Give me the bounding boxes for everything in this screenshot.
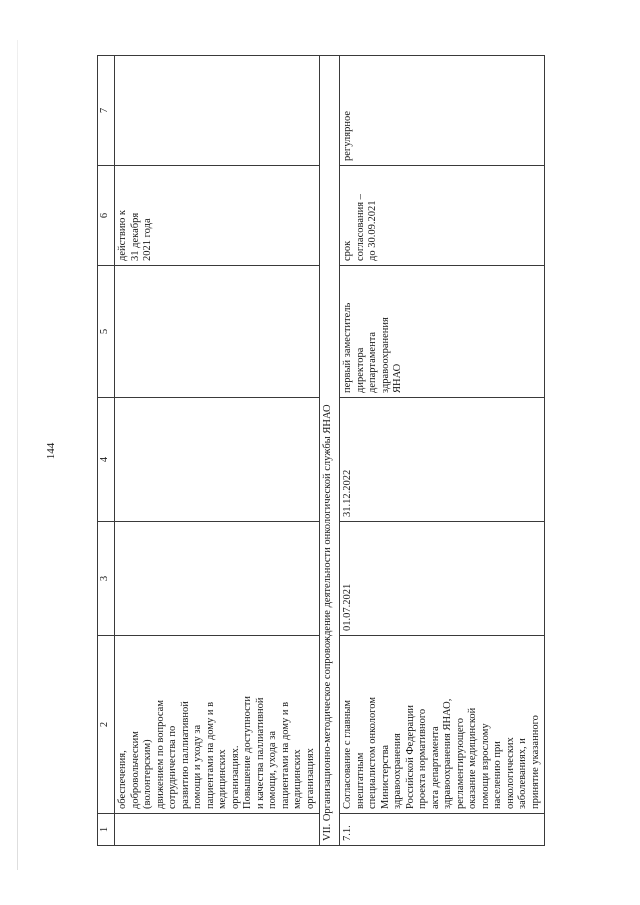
text-line: Согласование с главным [342, 699, 353, 809]
text-line: заболеваниях, и [517, 738, 528, 809]
text-line: специалистом онкологом [367, 697, 378, 809]
text-line: пациентами на дому и в [279, 701, 291, 809]
text-line: организациях. [229, 745, 241, 809]
row-number-cell: 7.1. [340, 814, 545, 846]
column-header: 6 [98, 166, 115, 266]
periodicity-cell [115, 56, 320, 166]
text-line: населению при [492, 741, 503, 809]
text-line: директора [354, 347, 366, 393]
column-header: 1 [98, 814, 115, 846]
end-date-cell: 31.12.2022 [340, 398, 545, 522]
periodicity-cell: регулярное [340, 56, 545, 166]
text-line: оказание медицинской [467, 707, 478, 809]
text-line: Министерства [379, 744, 391, 809]
text-line: (волонтерским) [142, 739, 153, 809]
document-table-frame [97, 56, 613, 846]
responsible-cell [115, 266, 320, 398]
text-line: принятие указанного [529, 715, 541, 809]
text-line: первый заместитель [342, 302, 353, 393]
text-line: 2021 года [142, 218, 153, 261]
text-line: действию к [117, 209, 128, 261]
text-line: организациях [304, 748, 316, 809]
text-line: пациентами на дому и в [204, 701, 216, 809]
text-line: сотрудничества по [167, 725, 178, 809]
text-line: здравоохранения [392, 733, 403, 809]
text-line: ЯНАО [392, 363, 403, 393]
section-heading-row [320, 56, 340, 846]
text-line: Повышение доступности [242, 696, 253, 809]
column-header: 7 [98, 56, 115, 166]
scan-margin-line [17, 40, 18, 870]
table-row [340, 56, 545, 846]
result-cell [340, 166, 545, 266]
section-title: VII. Организационно-методическое сопровождение деятельности онкологической службы ЯНАО [320, 56, 340, 846]
text-line: департамента [367, 331, 378, 393]
text-line: согласования – [354, 194, 366, 261]
text-line: срок [342, 240, 353, 261]
text-line: медицинских [217, 749, 228, 809]
plan-table [97, 55, 545, 846]
task-description-cell [340, 636, 545, 814]
text-line: и качества паллиативной [254, 697, 266, 809]
text-line: внештатным [354, 752, 366, 809]
responsible-cell [340, 266, 545, 398]
column-header: 5 [98, 266, 115, 398]
text-line: проекта нормативного [417, 708, 428, 809]
start-date-cell: 01.07.2021 [340, 522, 545, 636]
table-row-continuation [115, 56, 320, 846]
text-line: обеспечения, [117, 750, 128, 809]
column-header: 2 [98, 636, 115, 814]
text-line: онкологических [504, 737, 516, 809]
text-line: Российской Федерации [404, 705, 416, 809]
text-line: акта департамента [429, 726, 441, 809]
text-line: помощи и уходу за [192, 724, 203, 809]
task-description-cell [115, 636, 320, 814]
text-line: до 30.09.2021 [367, 200, 378, 261]
page-number: 144 [45, 442, 57, 460]
end-date-cell [115, 398, 320, 522]
result-cell [115, 166, 320, 266]
text-line: добровольческим [129, 731, 141, 809]
text-line: регламентирующего [454, 718, 466, 809]
text-line: развитию паллиативной [179, 701, 191, 809]
text-line: здравоохранения ЯНАО, [442, 698, 453, 809]
text-line: 31 декабря [129, 212, 141, 261]
start-date-cell [115, 522, 320, 636]
row-number-cell [115, 814, 320, 846]
text-line: медицинских [292, 749, 303, 809]
column-number-header-row [98, 56, 115, 846]
text-line: помощи взрослому [479, 723, 491, 809]
text-line: здравоохранения [379, 317, 391, 393]
text-line: движением по вопросам [154, 700, 166, 809]
column-header: 4 [98, 398, 115, 522]
column-header: 3 [98, 522, 115, 636]
text-line: помощи, ухода за [267, 730, 278, 809]
